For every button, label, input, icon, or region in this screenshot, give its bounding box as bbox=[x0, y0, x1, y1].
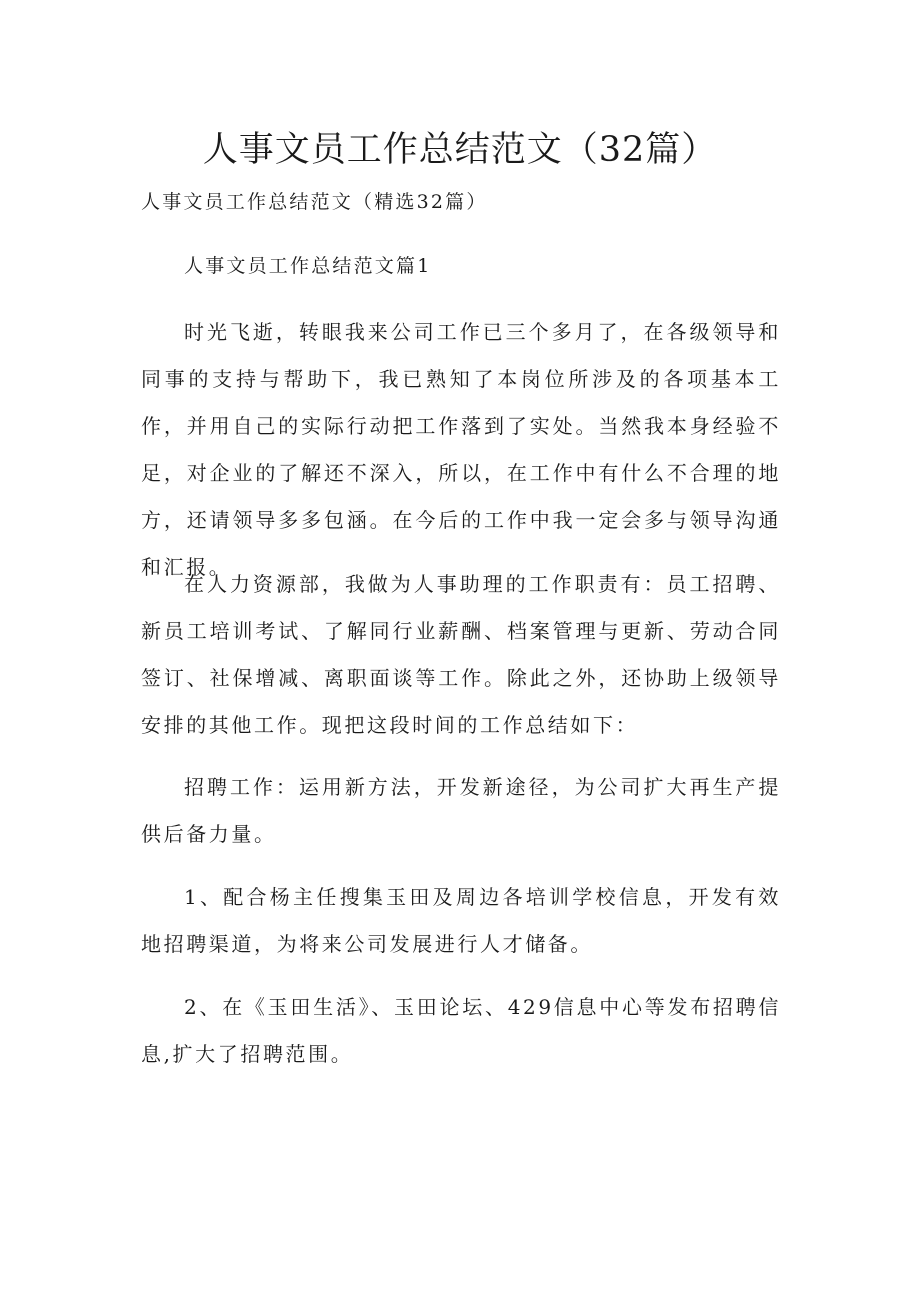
paragraph-intro: 时光飞逝，转眼我来公司工作已三个多月了，在各级领导和同事的支持与帮助下，我已熟知了本岗位所涉及的各项基本工作，并用自己的实际行动把工作落到了实处。当然我本身经验不足，对企业的了解还不深入，所以，在工作中有什么不合理的地方，还请领导多多包涵。在今后的工作中我一定会多与领导沟通和汇报。 bbox=[141, 320, 781, 579]
paragraph-recruitment: 招聘工作：运用新方法，开发新途径，为公司扩大再生产提供后备力量。 bbox=[141, 775, 781, 846]
paragraph-item-2: 2、在《玉田生活》、玉田论坛、429信息中心等发布招聘信息,扩大了招聘范围。 bbox=[141, 995, 781, 1066]
paragraph-duties: 在人力资源部，我做为人事助理的工作职责有：员工招聘、新员工培训考试、了解同行业薪酬、档案管理与更新、劳动合同签订、社保增减、离职面谈等工作。除此之外，还协助上级领导安排的其他工作。现把这段时间的工作总结如下： bbox=[141, 572, 781, 737]
document-subtitle: 人事文员工作总结范文（精选32篇） bbox=[141, 191, 488, 213]
section-heading: 人事文员工作总结范文篇1 bbox=[184, 255, 432, 277]
paragraph-item-1: 1、配合杨主任搜集玉田及周边各培训学校信息，开发有效地招聘渠道，为将来公司发展进行人才储备。 bbox=[141, 885, 781, 956]
document-title: 人事文员工作总结范文（32篇） bbox=[202, 130, 718, 170]
